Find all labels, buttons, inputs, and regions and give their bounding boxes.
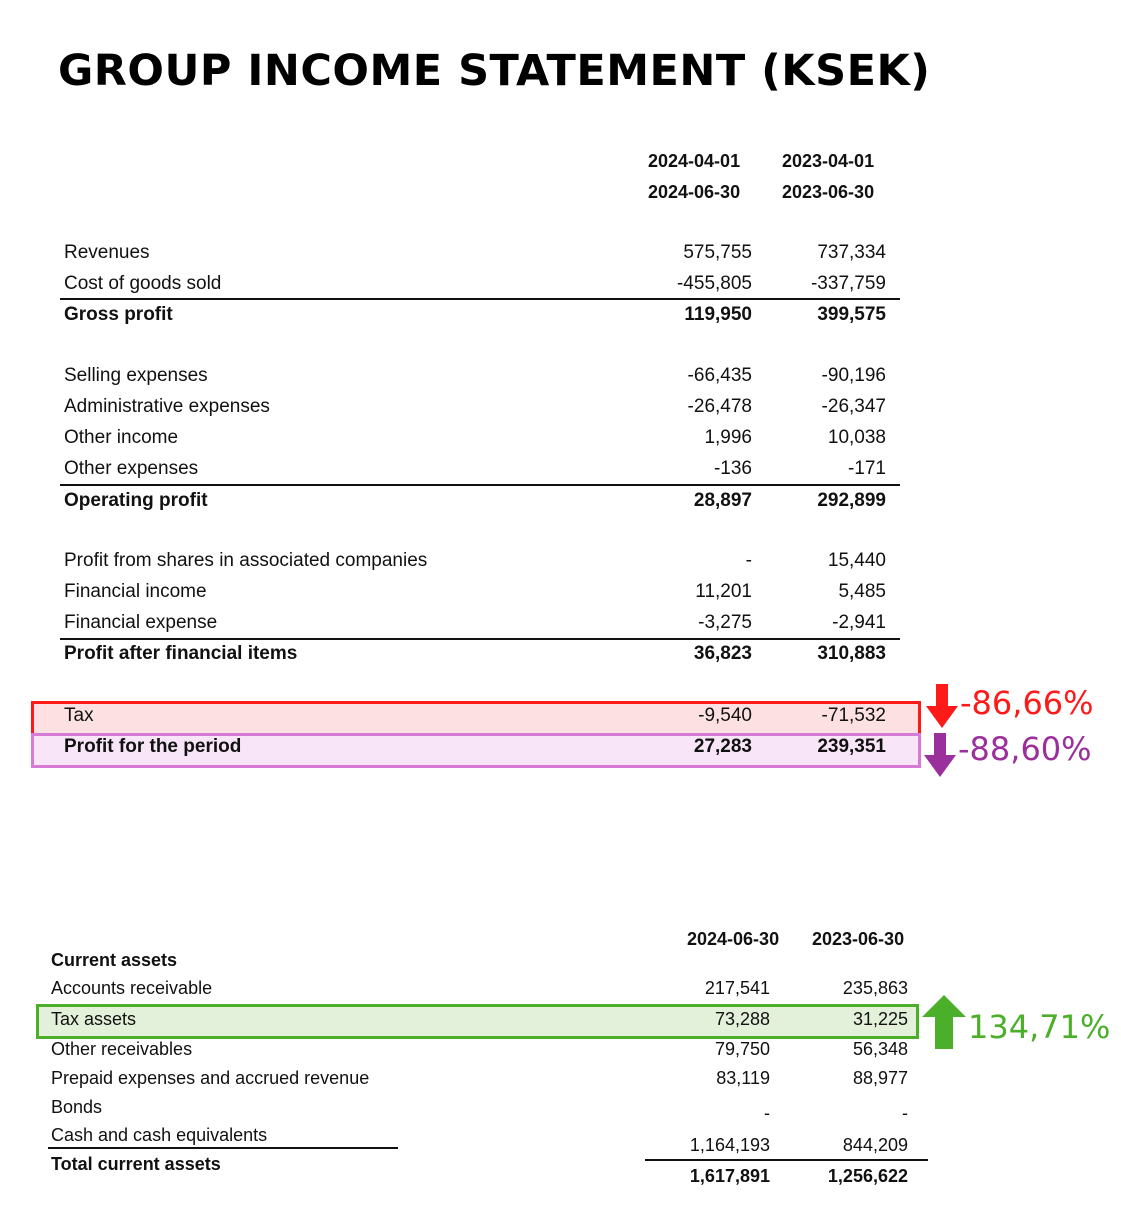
row-value-current: 1,617,891 [689,1166,770,1186]
row-value-current: -455,805 [676,273,752,294]
row-label: Other expenses [64,458,199,479]
divider [60,638,900,640]
row-value-prior: 1,256,622 [827,1166,908,1186]
tax-assets-highlight-box [36,1004,919,1039]
row-value-current: -66,435 [687,365,752,386]
tax-highlight-box [31,701,921,736]
row-value-prior: -337,759 [810,273,886,294]
row-value-prior: 310,883 [817,643,886,664]
row-label: Gross profit [64,304,173,325]
row-label: Bonds [51,1097,103,1117]
down-arrow-purple-icon [922,733,958,779]
row-label: Total current assets [51,1154,221,1174]
row-value-current: -26,478 [687,396,752,417]
row-value-current: 1,996 [704,427,752,448]
row-value-current: - [745,550,752,571]
row-label: Financial income [64,581,207,602]
row-value-prior: -90,196 [821,365,886,386]
row-label: Accounts receivable [51,978,213,998]
divider [60,484,900,486]
row-value-prior: 399,575 [817,304,886,325]
row-label: Other receivables [51,1039,193,1059]
row-value-current: -3,275 [698,612,752,633]
row-label: Profit after financial items [64,643,298,664]
row-value-prior: -71,532 [821,705,886,726]
tax-assets-change-percent: 134,71% [968,1008,1111,1046]
row-value-prior: 292,899 [817,490,886,511]
row-value-prior: -26,347 [821,396,886,417]
row-value-current: 119,950 [684,304,752,325]
col1-header-start: 2024-04-01 [648,151,741,171]
row-value-current: -136 [713,458,752,479]
row-value-prior: -2,941 [832,612,886,633]
tax-change-percent: -86,66% [960,684,1094,722]
row-label: Other income [64,427,179,448]
row-label: Financial expense [64,612,218,633]
section-heading: Current assets [51,950,178,970]
row-value-current: - [764,1103,770,1123]
balance-col2-header: 2023-06-30 [812,929,905,949]
divider [645,1159,928,1161]
row-label: Revenues [64,242,150,263]
row-value-current: 73,288 [714,1009,770,1029]
profit-change-percent: -88,60% [958,730,1092,768]
row-value-current: 28,897 [693,490,752,511]
row-value-prior: 5,485 [838,581,886,602]
row-value-prior: 31,225 [852,1009,908,1029]
row-value-prior: 235,863 [842,978,908,998]
row-value-current: 79,750 [714,1039,770,1059]
col1-header-end: 2024-06-30 [648,182,741,202]
row-value-prior: 737,334 [817,242,886,263]
row-label: Cash and cash equivalents [51,1125,268,1145]
row-value-current: 36,823 [693,643,752,664]
divider [48,1147,398,1149]
row-label: Profit from shares in associated companies [64,550,428,571]
row-label: Administrative expenses [64,396,270,417]
row-value-current: 575,755 [683,242,752,263]
row-label: Selling expenses [64,365,208,386]
divider [60,298,900,300]
row-value-prior: 844,209 [842,1135,908,1155]
row-value-prior: 88,977 [852,1068,908,1088]
row-label: Profit for the period [64,736,242,757]
row-value-prior: 10,038 [827,427,886,448]
row-label: Tax assets [51,1009,137,1029]
row-value-prior: -171 [847,458,886,479]
row-value-prior: - [902,1103,908,1123]
row-value-current: 83,119 [716,1068,770,1088]
row-value-current: 217,541 [704,978,770,998]
col2-header-start: 2023-04-01 [782,151,875,171]
row-value-current: 27,283 [693,736,752,757]
row-value-prior: 239,351 [817,736,886,757]
balance-col1-header: 2024-06-30 [687,929,780,949]
row-value-prior: 15,440 [827,550,886,571]
page-title: GROUP INCOME STATEMENT (KSEK) [58,46,931,96]
up-arrow-green-icon [920,993,968,1051]
row-value-current: 1,164,193 [689,1135,770,1155]
down-arrow-red-icon [924,684,960,730]
row-value-current: 11,201 [695,581,752,602]
row-value-prior: 56,348 [852,1039,908,1059]
row-label: Cost of goods sold [64,273,222,294]
row-value-current: -9,540 [698,705,752,726]
row-label: Tax [64,705,94,726]
row-label: Prepaid expenses and accrued revenue [51,1068,370,1088]
row-label: Operating profit [64,490,208,511]
col2-header-end: 2023-06-30 [782,182,875,202]
